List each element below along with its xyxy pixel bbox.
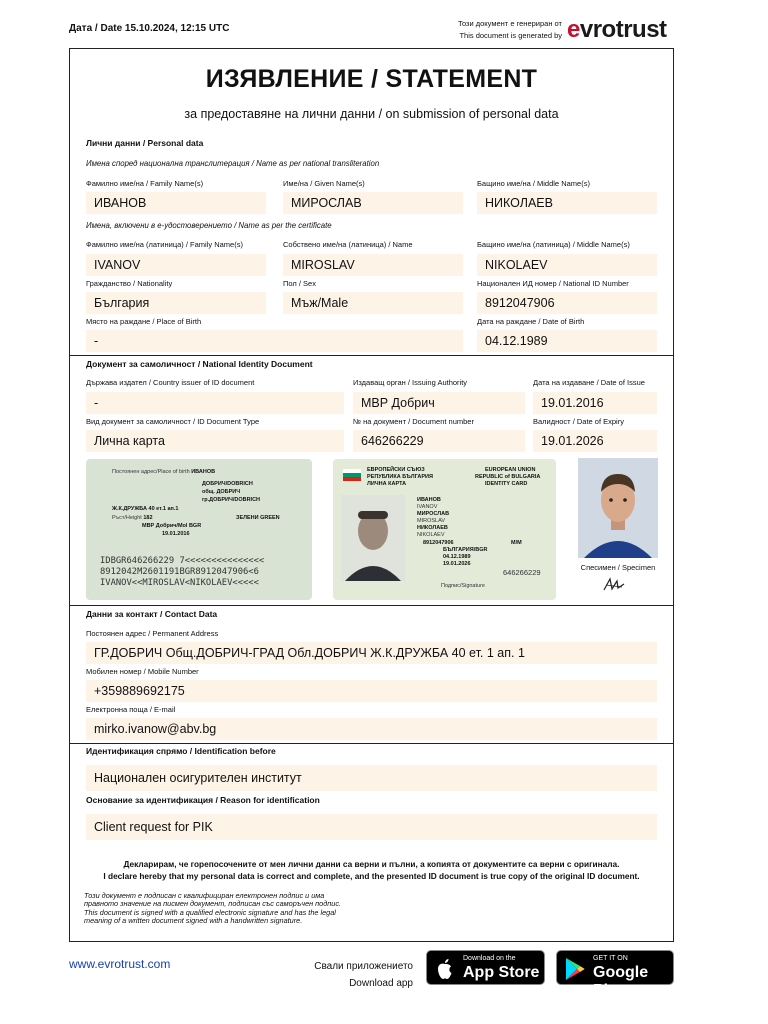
logo-e: e — [567, 16, 580, 43]
middle-name-label: Бащино име/на / Middle Name(s) — [477, 179, 590, 188]
card-back-line3: общ. ДОБРИЧ — [202, 489, 241, 495]
card-front-expiry: 19.01.2026 — [443, 561, 471, 567]
card-front-dob: 04.12.1989 — [443, 554, 471, 560]
statement-frame — [69, 48, 674, 942]
statement-title: ИЗЯВЛЕНИЕ / STATEMENT — [205, 65, 538, 93]
family-name-latin-label: Фамилно име/на (латиница) / Family Name(s) — [86, 240, 243, 249]
card-front-surname-en: IVANOV — [417, 504, 438, 510]
declaration-en: I declare hereby that my personal data is correct and complete, and the presented ID document is true copy of the original ID document. — [103, 871, 640, 881]
declaration-bg: Декларирам, че горепосочените от мен лични данни са верни и пълни, а копията от документите са верни с оригинала. — [123, 859, 620, 869]
mrz-line-2: 8912042M2601191BGR8912047906<6 — [100, 567, 259, 577]
national-id-label: Национален ИД номер / National ID Number — [477, 279, 629, 288]
date-of-issue-label: Дата на издаване / Date of Issue — [533, 378, 645, 387]
card-front-father-en: NIKOLAEV — [417, 532, 445, 538]
card-front-name-bg: МИРОСЛАВ — [417, 511, 450, 517]
email-label: Електронна поща / E-mail — [86, 705, 176, 714]
card-back-line5: Ж.К.ДРУЖБА 40 ет.1 ап.1 — [112, 506, 179, 512]
legal-note-line-4: meaning of a written document signed with a handwritten signature. — [84, 915, 303, 925]
given-name-field: МИРОСЛАВ — [283, 192, 463, 214]
statement-subtitle: за предоставяне на лични данни / on submission of personal data — [184, 107, 559, 121]
certificate-name-hint: Имена, включени в е-удостоверението / Name as per the certificate — [86, 221, 332, 230]
issuing-authority-label: Издаващ орган / Issuing Authority — [353, 378, 468, 387]
app-store-small-text: Download on the — [463, 955, 516, 962]
card-holder-photo — [341, 495, 405, 581]
nationality-field: България — [86, 292, 266, 314]
card-back-authority: МВР Добрич/Mol BGR — [142, 523, 202, 529]
mobile-number-field: +359889692175 — [86, 680, 657, 702]
date-of-expiry-label: Валидност / Date of Expiry — [533, 417, 624, 426]
id-card-front-image — [333, 459, 556, 600]
legal-note-line-2: правното значение на писмен документ, подписан със саморъчен подпис. — [84, 899, 342, 909]
reason-for-identification-heading: Основание за идентификация / Reason for identification — [86, 795, 320, 805]
card-front-rep-en: REPUBLIC of BULGARIA — [475, 474, 541, 480]
place-of-birth-label: Място на раждане / Place of Birth — [86, 317, 202, 326]
card-front-sex: М/М — [511, 540, 522, 546]
country-issuer-field: - — [86, 392, 344, 414]
sex-field: Мъж/Male — [283, 292, 463, 314]
issuing-authority-field: МВР Добрич — [353, 392, 525, 414]
id-document-type-label: Вид документ за самоличност / ID Document Type — [86, 417, 260, 426]
mrz-line-3: IVANOV<<MIROSLAV<NIKOLAEV<<<<< — [100, 578, 259, 588]
identity-document-heading: Документ за самоличност / National Identity Document — [86, 359, 313, 369]
family-name-label: Фамилно име/на / Family Name(s) — [86, 179, 204, 188]
section-divider — [70, 743, 673, 744]
generated-by-en: This document is generated by — [459, 31, 562, 40]
download-app-bg: Свали приложението — [314, 961, 413, 972]
given-name-latin-label: Собствено име/на (латиница) / Name — [283, 240, 413, 249]
evrotrust-logo — [567, 16, 667, 44]
card-back-line2: ДОБРИЧ/DOBRICH — [202, 481, 253, 487]
sex-label: Пол / Sex — [283, 279, 316, 288]
identification-before-heading: Идентификация спрямо / Identification before — [86, 746, 276, 756]
document-date: Дата / Date 15.10.2024, 12:15 UTC — [69, 23, 230, 34]
card-front-nationality: БЪЛГАРИЯ/BGR — [443, 547, 488, 553]
evrotrust-website-link[interactable]: www.evrotrust.com — [69, 957, 171, 971]
card-front-surname-bg: ИВАНОВ — [417, 497, 441, 503]
download-app-text — [300, 958, 413, 992]
given-name-latin-field: MIROSLAV — [283, 254, 463, 276]
bulgarian-flag-icon — [343, 469, 361, 481]
specimen-photo — [578, 458, 658, 558]
google-play-button[interactable] — [556, 950, 674, 999]
card-front-rep-bg: РЕПУБЛИКА БЪЛГАРИЯ — [367, 474, 433, 480]
legal-note-line-3: This document is signed with a qualified electronic signature and has the legal — [84, 907, 336, 917]
middle-name-latin-label: Бащино име/на (латиница) / Middle Name(s) — [477, 240, 630, 249]
mrz-line-1: IDBGR646266229 7<<<<<<<<<<<<<<< — [100, 556, 265, 566]
id-card-back-image — [86, 459, 312, 600]
generated-by-bg: Този документ е генериран от — [457, 19, 562, 28]
national-id-field: 8912047906 — [477, 292, 657, 314]
contact-data-heading: Данни за контакт / Contact Data — [86, 609, 218, 619]
permanent-address-field: ГР.ДОБРИЧ Общ.ДОБРИЧ-ГРАД Обл.ДОБРИЧ Ж.К.ДРУЖБА 40 ет. 1 ап. 1 — [86, 642, 657, 664]
family-name-field: ИВАНОВ — [86, 192, 266, 214]
card-back-height-value: 182 — [143, 515, 153, 521]
specimen-signature — [602, 576, 626, 594]
card-front-card-en: IDENTITY CARD — [485, 481, 528, 487]
transliteration-hint: Имена според национална транслитерация / Name as per national transliteration — [86, 159, 380, 168]
date-of-birth-field: 04.12.1989 — [477, 330, 657, 352]
legal-note-line-1: Този документ е подписан с квалифициран електронен подпис и има — [84, 891, 325, 900]
google-play-icon — [564, 957, 586, 981]
app-store-button[interactable] — [426, 950, 545, 985]
card-back-eyes-value: ЗЕЛЕНИ GREEN — [236, 515, 280, 521]
mobile-number-label: Мобилен номер / Mobile Number — [86, 667, 199, 676]
card-back-line1-label: Постоянен адрес/Place of birth — [112, 469, 190, 475]
generated-by-note — [400, 18, 562, 42]
section-divider — [70, 605, 673, 606]
date-of-issue-field: 19.01.2016 — [533, 392, 657, 414]
card-front-eu-en: EUROPEAN UNION — [485, 467, 536, 473]
card-back-height-label: Ръст/Height — [112, 515, 142, 521]
card-back-issue-date: 19.01.2016 — [162, 531, 190, 537]
country-issuer-label: Държава издател / Country issuer of ID document — [86, 378, 255, 387]
card-back-line1-value: ИВАНОВ — [191, 469, 216, 475]
section-divider — [70, 355, 673, 356]
card-front-signature-label: Подпис/Signature — [441, 583, 485, 589]
legal-note — [84, 892, 384, 925]
download-app-en: Download app — [349, 978, 413, 989]
google-play-small-text: GET IT ON — [593, 955, 628, 962]
card-front-father-bg: НИКОЛАЕВ — [417, 525, 448, 531]
middle-name-latin-field: NIKOLAEV — [477, 254, 657, 276]
place-of-birth-field: - — [86, 330, 463, 352]
middle-name-field: НИКОЛАЕВ — [477, 192, 657, 214]
app-store-big-text: App Store — [463, 964, 540, 981]
document-number-field: 646266229 — [353, 430, 525, 452]
logo-rest: vrotrust — [579, 16, 667, 43]
id-document-type-field: Лична карта — [86, 430, 344, 452]
card-front-doc-no: 646266229 — [503, 568, 541, 577]
given-name-label: Име/на / Given Name(s) — [283, 179, 365, 188]
specimen-label: Спесимен / Specimen — [580, 563, 656, 572]
card-front-name-en: MIROSLAV — [417, 518, 446, 524]
google-play-big-text: Google Play — [593, 964, 649, 999]
card-back-line4: гр.ДОБРИЧ/DOBRICH — [202, 497, 261, 503]
permanent-address-label: Постоянен адрес / Permanent Address — [86, 629, 219, 638]
date-of-birth-label: Дата на раждане / Date of Birth — [477, 317, 585, 326]
family-name-latin-field: IVANOV — [86, 254, 266, 276]
date-of-expiry-field: 19.01.2026 — [533, 430, 657, 452]
identification-before-field: Национален осигурителен институт — [86, 765, 657, 791]
email-field: mirko.ivanow@abv.bg — [86, 718, 657, 740]
card-front-egn: 8912047906 — [423, 540, 454, 546]
personal-data-heading: Лични данни / Personal data — [86, 138, 204, 148]
nationality-label: Гражданство / Nationality — [86, 279, 173, 288]
apple-icon — [435, 958, 455, 980]
card-front-eu-bg: ЕВРОПЕЙСКИ СЪЮЗ — [367, 467, 425, 473]
reason-for-identification-field: Client request for PIK — [86, 814, 657, 840]
document-number-label: № на документ / Document number — [353, 417, 474, 426]
card-front-card-bg: ЛИЧНА КАРТА — [367, 481, 407, 487]
